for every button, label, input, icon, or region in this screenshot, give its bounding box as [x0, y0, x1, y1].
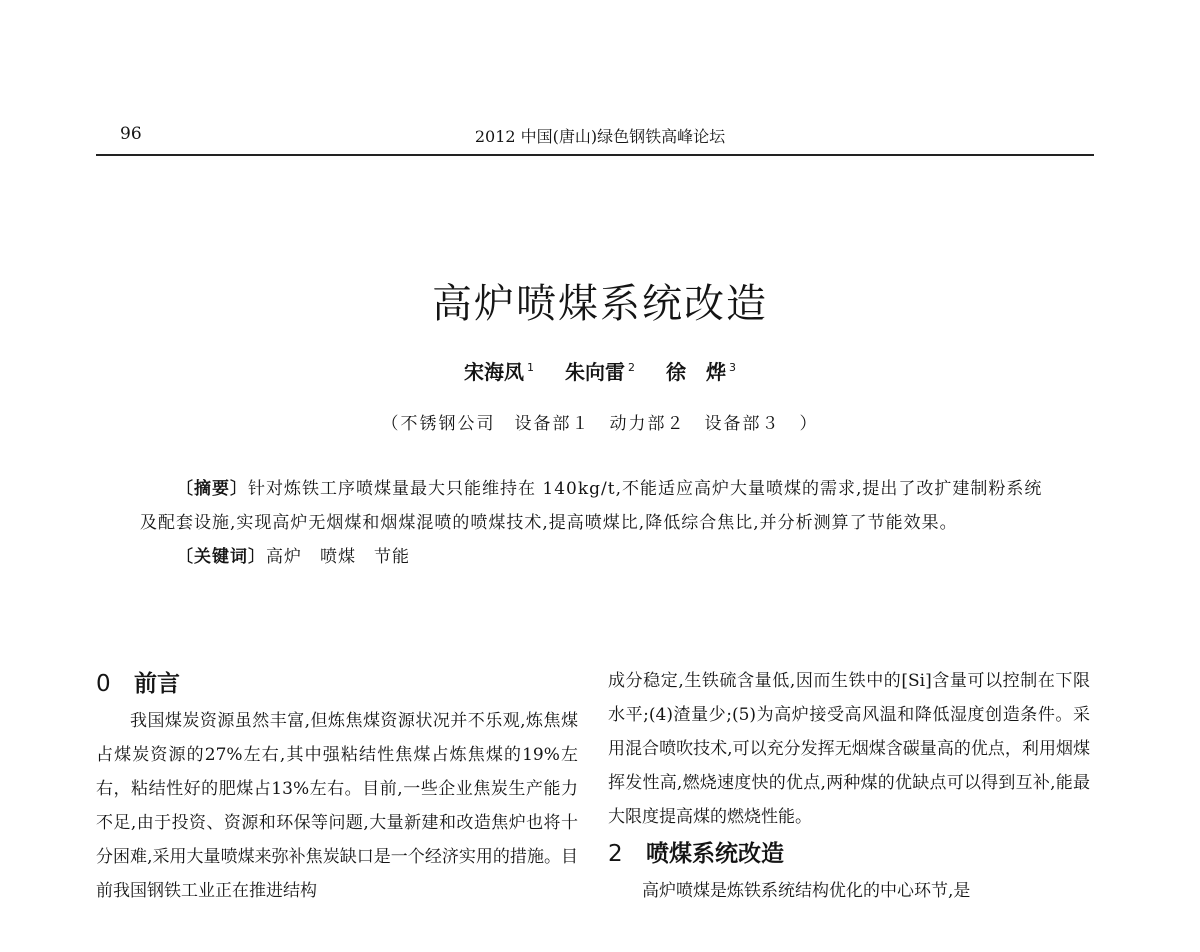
- keywords-label: 〔关键词〕: [176, 547, 266, 567]
- abstract: [140, 472, 1056, 574]
- abstract-label: 〔摘要〕: [176, 479, 248, 499]
- section-number: 2: [608, 841, 623, 867]
- section-heading-2: [608, 834, 1090, 874]
- page-number: 96: [120, 124, 142, 144]
- section-title: 前言: [134, 671, 180, 697]
- abstract-text: 针对炼铁工序喷煤量最大只能维持在 140kg/t,不能适应高炉大量喷煤的需求,提出了改扩建制粉系统及配套设施,实现高炉无烟煤和烟煤混喷的喷煤技术,提高喷煤比,降低综合焦比,并分析测算了节能效果。: [140, 479, 1043, 533]
- author: [565, 360, 635, 384]
- body-paragraph: 我国煤炭资源虽然丰富,但炼焦煤资源状况并不乐观,炼焦煤占煤炭资源的27%左右,其中强粘结性焦煤占炼焦煤的19%左右，粘结性好的肥煤占13%左右。目前,一些企业焦炭生产能力不足,由于投资、资源和环保等问题,大量新建和改造焦炉也将十分困难,采用大量喷煤来弥补焦炭缺口是一个经济实用的措施。目前我国钢铁工业正在推进结构: [96, 711, 578, 901]
- author-list: [0, 356, 1200, 385]
- abstract-paragraph: [140, 472, 1056, 540]
- affiliation: （不锈钢公司 设备部１ 动力部２ 设备部３ ）: [381, 414, 819, 434]
- author-name: 徐 烨: [665, 360, 726, 384]
- author-affiliation-mark: 3: [728, 361, 736, 375]
- right-column: [608, 664, 1090, 908]
- author: [666, 360, 736, 384]
- section-heading-0: [96, 664, 578, 704]
- body-paragraph: 高炉喷煤是炼铁系统结构优化的中心环节,是: [642, 881, 971, 901]
- author-name: 宋海凤: [464, 360, 525, 384]
- author-affiliation-mark: 2: [628, 361, 635, 375]
- keywords-line: [140, 540, 1056, 574]
- author-name: 朱向雷: [565, 360, 625, 384]
- section-title: 喷煤系统改造: [646, 841, 784, 867]
- header-rule: [96, 154, 1094, 156]
- author: [464, 360, 534, 384]
- body-paragraph: 成分稳定,生铁硫含量低,因而生铁中的[Si]含量可以控制在下限水平;(4)渣量少;(5)为高炉接受高风温和降低湿度创造条件。采用混合喷吹技术,可以充分发挥无烟煤含碳量高的优点，利用烟煤挥发性高,燃烧速度快的优点,两种煤的优缺点可以得到互补,能最大限度提高煤的燃烧性能。: [608, 671, 1090, 827]
- keywords-text: 高炉 喷煤 节能: [266, 547, 410, 567]
- section-number: 0: [96, 671, 111, 697]
- left-column: [96, 664, 578, 908]
- author-affiliation-mark: 1: [527, 361, 535, 375]
- paper-title: 高炉喷煤系统改造: [432, 281, 768, 327]
- running-title: 2012 中国(唐山)绿色钢铁高峰论坛: [474, 127, 726, 146]
